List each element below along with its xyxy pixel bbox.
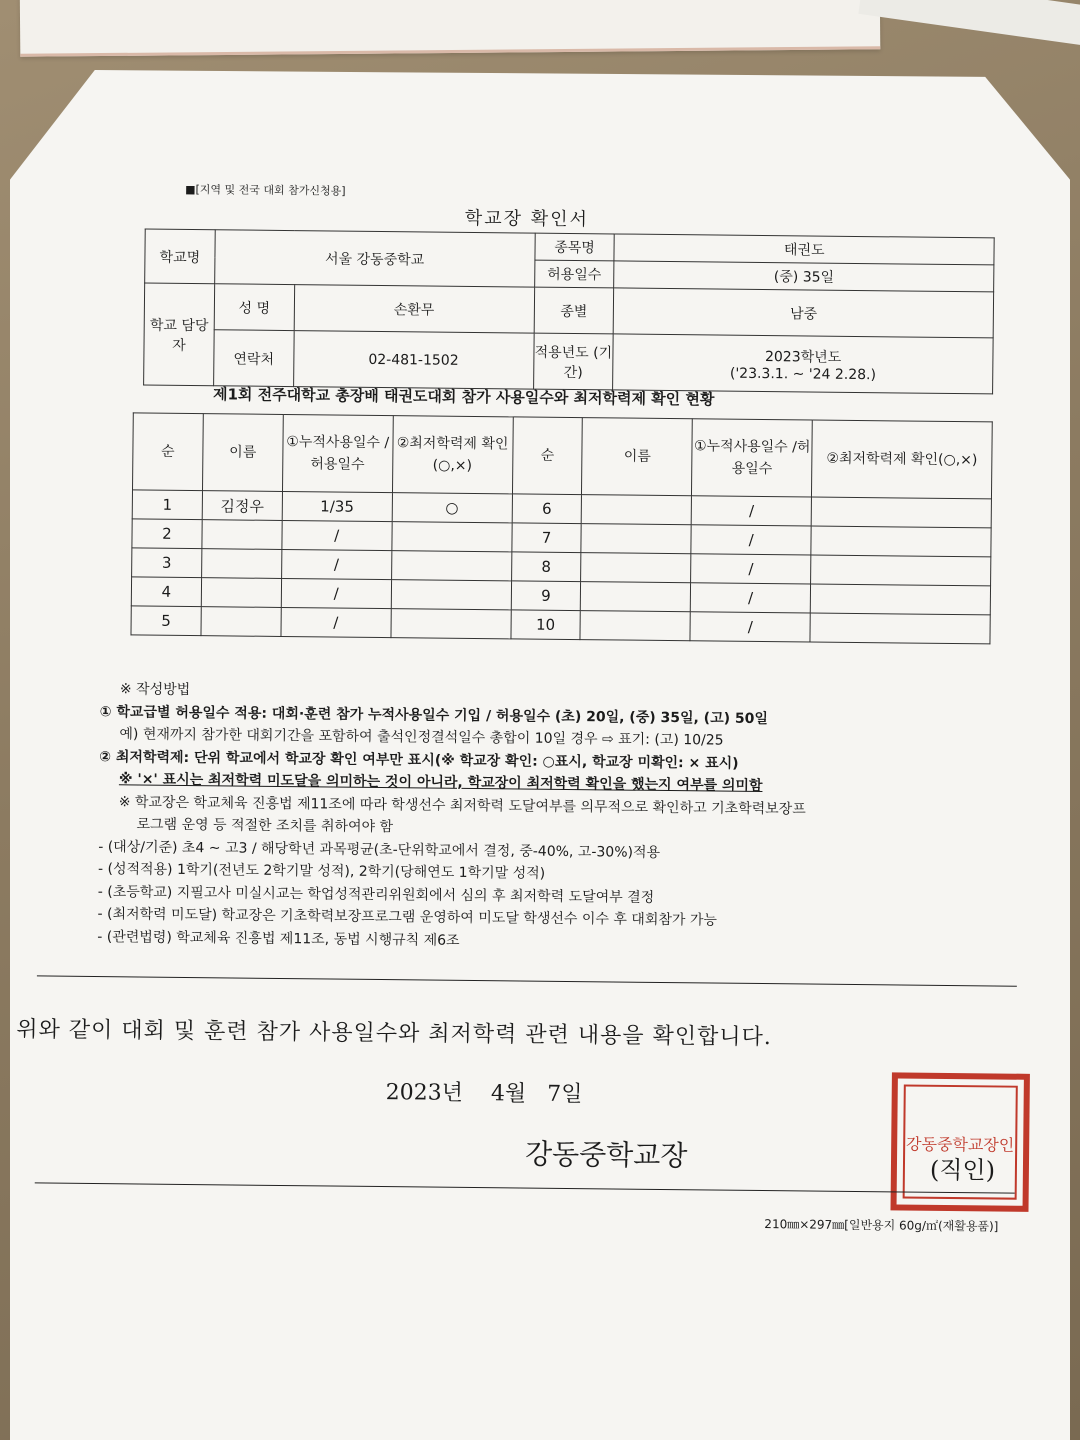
label-days: 허용일수	[534, 260, 614, 288]
cell-name-2	[580, 611, 690, 641]
value-year	[613, 334, 993, 394]
document-content	[16, 108, 1015, 1417]
cell-days-2: /	[691, 583, 811, 613]
instructions	[97, 678, 1000, 957]
document-title: 학교장 확인서	[464, 207, 590, 231]
cell-check-2	[811, 555, 991, 586]
value-sport: 태권도	[614, 234, 994, 265]
seal-mark: (직인)	[929, 1155, 996, 1185]
note-law: - (관련법령) 학교체육 진흥법 제11조, 동법 시행규칙 제6조	[97, 928, 460, 949]
cell-check	[392, 522, 512, 552]
issue-date: 2023년 4월 7일	[385, 1080, 583, 1108]
note-below: - (최저학력 미도달) 학교장은 기초학력보장프로그램 운영하여 미도달 학생선수 이수 후 대회참가 가능	[97, 906, 718, 929]
cell-seq: 1	[132, 490, 202, 520]
cell-seq-2: 9	[511, 581, 581, 611]
cell-days-2: /	[691, 525, 811, 555]
note-1-example: 예) 현재까지 참가한 대회기간을 포함하여 출석인정결석일수 총합이 10일 경우 ⇨ 표기: (고) 10/25	[119, 726, 724, 749]
info-table	[143, 229, 995, 395]
cell-seq: 2	[132, 519, 202, 549]
header-days: ①누적사용일수 /허용일수	[282, 414, 393, 492]
value-gender: 남중	[614, 288, 994, 338]
cell-name	[201, 549, 281, 579]
table-caption: 제1회 전주대학교 총장배 태권도대회 참가 사용일수와 최저학력제 확인 현황	[212, 385, 715, 409]
value-period-text: ('23.3.1. ~ '24 2.28.)	[729, 365, 877, 383]
cell-check	[391, 580, 511, 610]
header-days-2: ①누적사용일수 /허용일수	[692, 419, 813, 497]
cell-days-2: /	[691, 496, 811, 526]
cell-check	[391, 551, 511, 581]
cell-days-2: /	[690, 612, 810, 642]
cell-seq-2: 8	[511, 552, 581, 582]
confirmation-statement: 위와 같이 대회 및 훈련 참가 사용일수와 최저학력 관련 내용을 확인합니다.	[16, 1017, 772, 1051]
note-2-mark: ※ '×' 표시는 최저학력 미도달을 의미하는 것이 아니라, 학교장이 최저학력 확인을 했는지 여부를 의미함	[118, 771, 763, 795]
divider-top	[37, 975, 1017, 986]
value-phone: 02-481-1502	[293, 331, 533, 390]
cell-check	[391, 609, 511, 639]
cell-check: ○	[392, 493, 512, 523]
note-heading: ※ 작성방법	[119, 681, 191, 699]
cell-days: /	[281, 549, 391, 579]
cell-days: /	[281, 578, 391, 608]
cell-seq: 4	[131, 577, 201, 607]
form-tag: ■[지역 및 전국 대회 참가신청용]	[185, 182, 346, 198]
cell-name-2	[581, 553, 691, 583]
cell-days: /	[281, 607, 391, 637]
cell-seq: 3	[132, 548, 202, 578]
header-check: ②최저학력제 확인(○,×)	[392, 416, 513, 494]
cell-check-2	[810, 613, 990, 644]
label-phone: 연락처	[214, 330, 294, 387]
cell-seq: 5	[131, 606, 201, 636]
header-name: 이름	[202, 414, 283, 492]
cell-name	[201, 578, 281, 608]
label-staff: 학교 담당자	[144, 283, 215, 386]
cell-name-2	[581, 582, 691, 612]
note-grades: - (성적적용) 1학기(전년도 2학기말 성적), 2학기(당해연도 1학기말 성적)	[97, 861, 546, 882]
note-elementary: - (초등학교) 지필고사 미실시교는 학업성적관리위원회에서 심의 후 최저학력 도달여부 결정	[97, 883, 655, 906]
cell-seq-2: 10	[511, 610, 581, 640]
value-days: (중) 35일	[614, 261, 994, 292]
cell-days-2: /	[691, 554, 811, 584]
cell-check-2	[810, 584, 990, 615]
label-year: 적용년도 (기간)	[533, 333, 613, 390]
cell-check-2	[811, 526, 991, 557]
divider-bottom	[35, 1182, 1015, 1193]
cell-name	[202, 520, 282, 550]
cell-name-2	[582, 495, 692, 525]
cell-check-2	[811, 497, 991, 528]
note-1: ① 학교급별 허용일수 적용: 대회·훈련 참가 누적사용일수 기입 / 허용일수 (초) 20일, (중) 35일, (고) 50일	[99, 703, 769, 727]
cell-days: 1/35	[282, 491, 392, 521]
value-school: 서울 강동중학교	[215, 230, 535, 287]
header-seq: 순	[133, 413, 204, 491]
table-header-row	[133, 413, 993, 499]
note-principal: ※ 학교장은 학교체육 진흥법 제11조에 따라 학생선수 최저학력 도달여부를 의무적으로 확인하고 기초학력보장프	[118, 793, 806, 817]
cell-seq-2: 6	[512, 494, 582, 524]
value-year-text: 2023학년도	[764, 348, 842, 366]
cell-days: /	[282, 520, 392, 550]
note-principal-cont: 로그램 운영 등 적절한 조치를 취하여야 함	[136, 816, 394, 836]
note-target: - (대상/기준) 초4 ~ 고3 / 해당학년 과목평균(초-단위학교에서 결정, 중-40%, 고-30%)적용	[98, 838, 661, 861]
value-name: 손환무	[294, 285, 534, 334]
label-name: 성 명	[214, 284, 294, 331]
paper-spec: 210㎜×297㎜[일반용지 60g/㎡(재활용품)]	[764, 1217, 999, 1234]
header-seq-2: 순	[512, 417, 583, 495]
cell-name-2	[581, 524, 691, 554]
cell-seq-2: 7	[511, 523, 581, 553]
plastic-sleeve	[20, 0, 881, 57]
cell-name	[201, 607, 281, 637]
note-2: ② 최저학력제: 단위 학교에서 학교장 확인 여부만 표시(※ 학교장 확인: ○표시, 학교장 미확인: × 표시)	[99, 748, 739, 772]
label-school: 학교명	[145, 229, 215, 284]
label-sport: 종목명	[534, 233, 614, 261]
header-check-2: ②최저학력제 확인(○,×)	[812, 420, 993, 499]
signer-title: 강동중학교장	[524, 1137, 688, 1173]
status-table	[130, 412, 992, 644]
cell-name: 김정우	[202, 491, 282, 521]
header-name-2: 이름	[582, 418, 693, 496]
label-gender: 종별	[534, 287, 614, 334]
seal-text: 강동중학교장인	[905, 1134, 1015, 1155]
